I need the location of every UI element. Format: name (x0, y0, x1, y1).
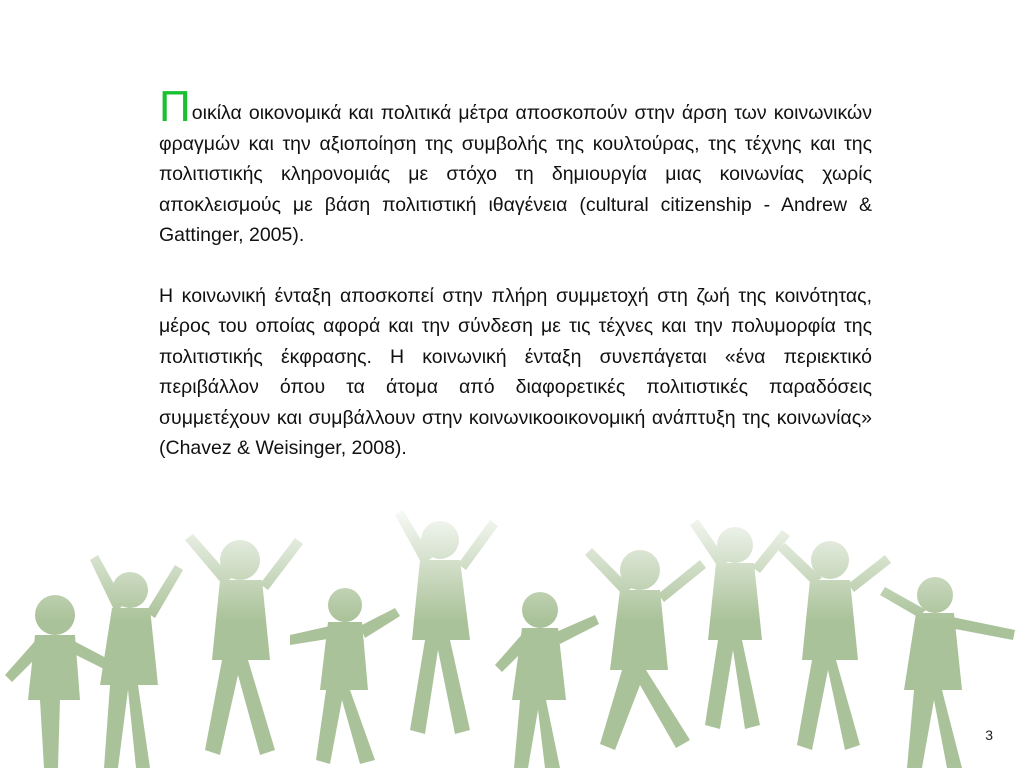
paragraph-2-text: Η κοινωνική ένταξη αποσκοπεί στην πλήρη συμμετοχή στη ζωή της κοινότητας, μέρος του οποίας αφορά και την σύνδεση με τις τέχνες και την πολυμορφία της πολιτιστικής έκφρασης. Η κοινωνική ένταξη συνεπάγεται «ένα περιεκτικό περιβάλλον όπου τα άτομα από διαφορετικές πολιτιστικές παραδόσεις συμμετέχουν και συμβάλλουν στην κοινωνικοοικονομική ανάπτυξη της κοινωνίας» (Chavez & Weisinger, 2008). (159, 284, 872, 459)
children-silhouettes-image (0, 500, 1024, 768)
paragraph-1 (159, 82, 872, 251)
body-text (159, 82, 872, 464)
paragraph-2 (159, 281, 872, 464)
page-number: 3 (985, 727, 993, 743)
drop-cap-letter: Π (159, 82, 191, 131)
paragraph-1-text: οικίλα οικονομικά και πολιτικά μέτρα αποσκοπούν στην άρση των κοινωνικών φραγμών και την αξιοποίηση της συμβολής της κουλτούρας, της τέχνης και της πολιτιστικής κληρονομιάς με στόχο τη δημιουργία μιας κοινωνίας χωρίς αποκλεισμούς με βάση πολιτιστική ιθαγένεια (cultural citizenship - Andrew & Gattinger, 2005). (159, 102, 872, 246)
